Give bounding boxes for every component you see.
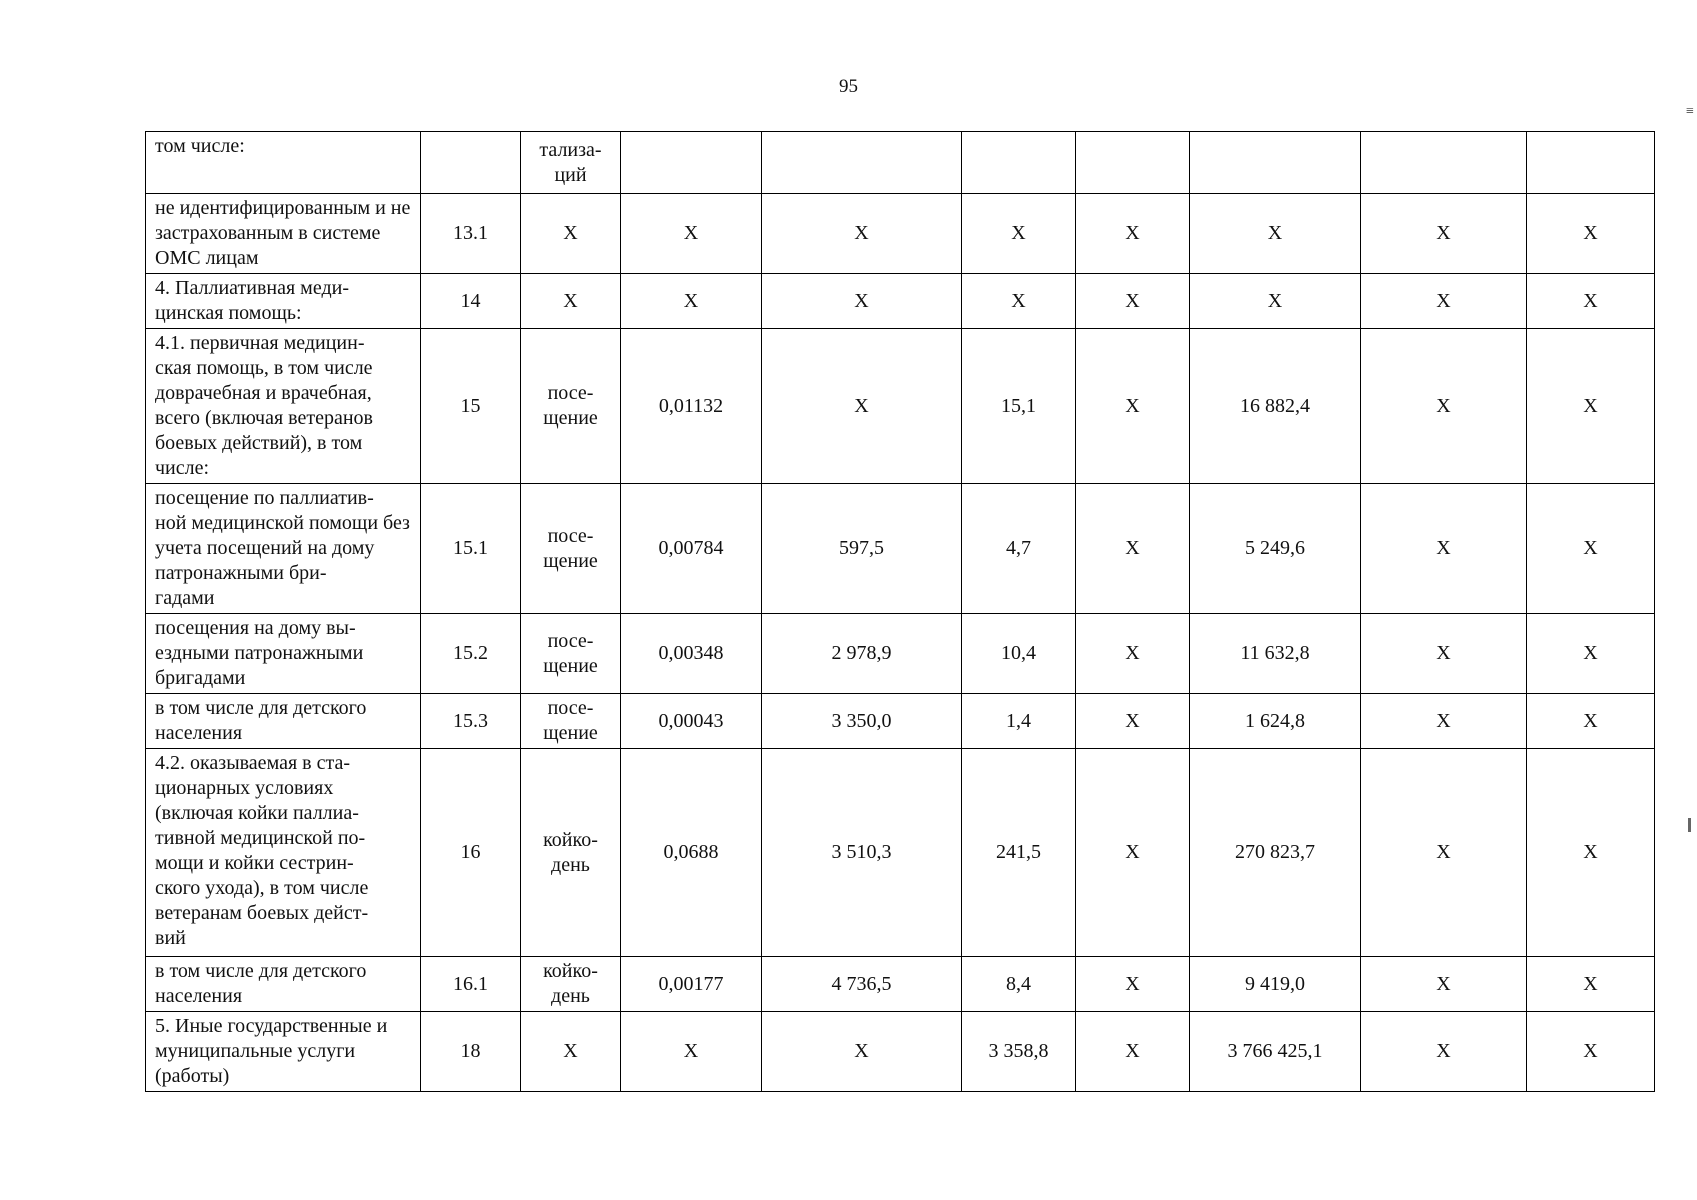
cell-code: 15 — [421, 329, 521, 484]
cell-unit: X — [521, 194, 621, 274]
cell-c7: X — [1076, 694, 1190, 749]
cell-c10: X — [1527, 749, 1655, 957]
cell-c8: 16 882,4 — [1190, 329, 1361, 484]
cell-c6: 15,1 — [962, 329, 1076, 484]
cell-c9 — [1361, 132, 1527, 194]
cell-c5: X — [762, 1012, 962, 1092]
cell-c10: X — [1527, 1012, 1655, 1092]
cell-c9: X — [1361, 749, 1527, 957]
cell-name: в том числе для детского населения — [146, 694, 421, 749]
cell-code — [421, 132, 521, 194]
cell-name: 4.2. оказываемая в ста- ционарных условиях (включая койки паллиа- тивной медицинской по- мощи и койки сестрин- ского ухода), в том числе ветеранам боевых дейст- вий — [146, 749, 421, 957]
cell-c10: X — [1527, 274, 1655, 329]
cell-c8: 5 249,6 — [1190, 484, 1361, 614]
cell-c4: 0,0688 — [621, 749, 762, 957]
cell-c5: 3 510,3 — [762, 749, 962, 957]
cell-code: 14 — [421, 274, 521, 329]
cell-unit: койко- день — [521, 957, 621, 1012]
cell-c8: 3 766 425,1 — [1190, 1012, 1361, 1092]
cell-c9: X — [1361, 274, 1527, 329]
cell-c5: 3 350,0 — [762, 694, 962, 749]
table-row — [146, 329, 1655, 484]
cell-unit: X — [521, 274, 621, 329]
cell-c7: X — [1076, 749, 1190, 957]
cell-c4: 0,00348 — [621, 614, 762, 694]
data-table — [145, 131, 1655, 1092]
cell-c7: X — [1076, 1012, 1190, 1092]
cell-c4: 0,00043 — [621, 694, 762, 749]
table-row — [146, 614, 1655, 694]
cell-c4 — [621, 132, 762, 194]
cell-c5: X — [762, 329, 962, 484]
cell-code: 16.1 — [421, 957, 521, 1012]
cell-c4: X — [621, 1012, 762, 1092]
cell-c10: X — [1527, 957, 1655, 1012]
cell-c7: X — [1076, 957, 1190, 1012]
cell-c10: X — [1527, 694, 1655, 749]
table-row — [146, 484, 1655, 614]
cell-unit: тализа- ций — [521, 132, 621, 194]
cell-c6: 3 358,8 — [962, 1012, 1076, 1092]
cell-c5 — [762, 132, 962, 194]
cell-c6: 1,4 — [962, 694, 1076, 749]
cell-c7: X — [1076, 329, 1190, 484]
cell-code: 15.3 — [421, 694, 521, 749]
table-row — [146, 274, 1655, 329]
cell-c4: 0,01132 — [621, 329, 762, 484]
cell-unit: посе- щение — [521, 614, 621, 694]
cell-unit: посе- щение — [521, 484, 621, 614]
cell-code: 13.1 — [421, 194, 521, 274]
cell-c8: X — [1190, 274, 1361, 329]
cell-c6: X — [962, 274, 1076, 329]
cell-c4: 0,00784 — [621, 484, 762, 614]
cell-c6: 10,4 — [962, 614, 1076, 694]
scan-margin-mark: ≡ — [1686, 104, 1694, 119]
cell-unit: посе- щение — [521, 329, 621, 484]
cell-code: 18 — [421, 1012, 521, 1092]
cell-c6 — [962, 132, 1076, 194]
cell-c7: X — [1076, 614, 1190, 694]
cell-c8: 1 624,8 — [1190, 694, 1361, 749]
cell-name: 4.1. первичная медицин- ская помощь, в том числе доврачебная и врачебная, всего (включая ветеранов боевых действий), в том числе: — [146, 329, 421, 484]
cell-c9: X — [1361, 1012, 1527, 1092]
cell-c8: X — [1190, 194, 1361, 274]
table-row — [146, 957, 1655, 1012]
cell-name: посещение по паллиатив- ной медицинской помощи без учета посещений на дому патронажными бри- гадами — [146, 484, 421, 614]
cell-c8: 9 419,0 — [1190, 957, 1361, 1012]
cell-c10: X — [1527, 614, 1655, 694]
cell-name: 4. Паллиативная меди- цинская помощь: — [146, 274, 421, 329]
cell-c9: X — [1361, 957, 1527, 1012]
cell-c4: X — [621, 274, 762, 329]
cell-c7: X — [1076, 274, 1190, 329]
scan-margin-mark — [1688, 818, 1691, 832]
cell-c10 — [1527, 132, 1655, 194]
cell-c7: X — [1076, 194, 1190, 274]
table-row — [146, 694, 1655, 749]
table-row — [146, 194, 1655, 274]
cell-c6: X — [962, 194, 1076, 274]
cell-code: 15.2 — [421, 614, 521, 694]
cell-unit: койко- день — [521, 749, 621, 957]
cell-c5: X — [762, 274, 962, 329]
cell-name: посещения на дому вы- ездными патронажными бригадами — [146, 614, 421, 694]
cell-c9: X — [1361, 329, 1527, 484]
cell-name: не идентифицированным и не застрахованным в системе ОМС лицам — [146, 194, 421, 274]
table-row — [146, 132, 1655, 194]
cell-unit: посе- щение — [521, 694, 621, 749]
cell-c8: 11 632,8 — [1190, 614, 1361, 694]
cell-name: том числе: — [146, 132, 421, 194]
cell-c4: 0,00177 — [621, 957, 762, 1012]
cell-c9: X — [1361, 614, 1527, 694]
cell-c9: X — [1361, 694, 1527, 749]
table-row — [146, 1012, 1655, 1092]
cell-c9: X — [1361, 484, 1527, 614]
cell-c6: 4,7 — [962, 484, 1076, 614]
cell-c5: 597,5 — [762, 484, 962, 614]
cell-name: в том числе для детского населения — [146, 957, 421, 1012]
cell-c5: 4 736,5 — [762, 957, 962, 1012]
cell-name: 5. Иные государственные и муниципальные услуги (работы) — [146, 1012, 421, 1092]
cell-unit: X — [521, 1012, 621, 1092]
cell-c10: X — [1527, 484, 1655, 614]
cell-c5: 2 978,9 — [762, 614, 962, 694]
cell-c8: 270 823,7 — [1190, 749, 1361, 957]
cell-c4: X — [621, 194, 762, 274]
cell-code: 15.1 — [421, 484, 521, 614]
cell-c7: X — [1076, 484, 1190, 614]
cell-c10: X — [1527, 329, 1655, 484]
cell-c9: X — [1361, 194, 1527, 274]
cell-code: 16 — [421, 749, 521, 957]
cell-c6: 8,4 — [962, 957, 1076, 1012]
cell-c6: 241,5 — [962, 749, 1076, 957]
cell-c7 — [1076, 132, 1190, 194]
cell-c10: X — [1527, 194, 1655, 274]
cell-c8 — [1190, 132, 1361, 194]
cell-c5: X — [762, 194, 962, 274]
page-number: 95 — [839, 76, 858, 97]
table-row — [146, 749, 1655, 957]
